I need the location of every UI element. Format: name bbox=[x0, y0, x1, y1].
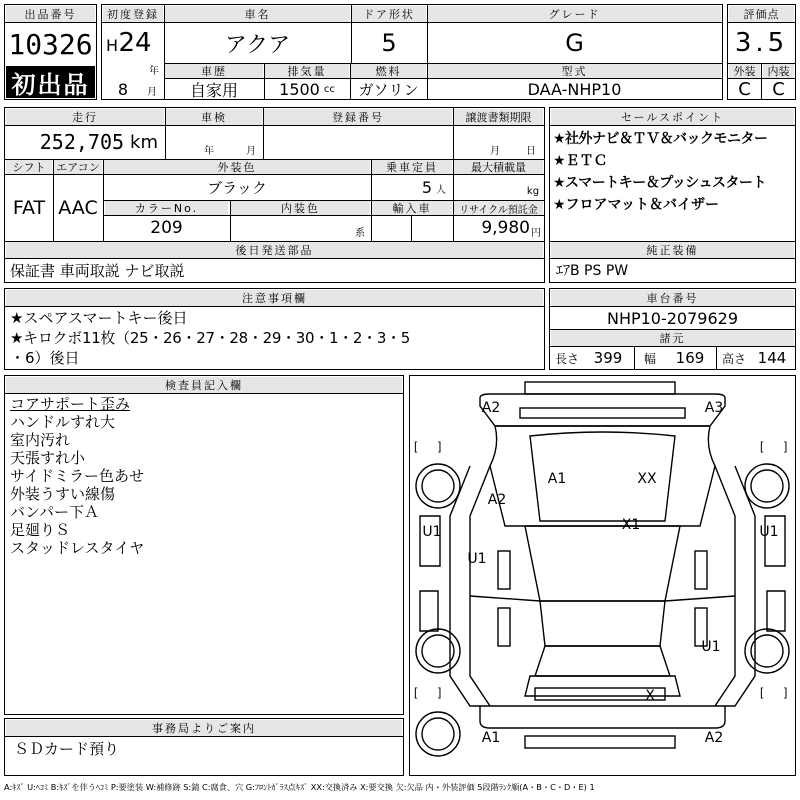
svg-text:]: ] bbox=[784, 439, 788, 453]
inspector-line: 天張すれ小 bbox=[10, 449, 86, 467]
interior-color-unit: 系 bbox=[355, 227, 365, 239]
inspector-line: バンパー下Ａ bbox=[10, 503, 99, 521]
mark-left-mirror: U1 bbox=[422, 524, 442, 540]
displacement-label: 排気量 bbox=[265, 64, 349, 78]
color-label: 外装色 bbox=[104, 160, 370, 174]
car-name: アクア bbox=[224, 32, 291, 58]
fuel-label: 燃料 bbox=[351, 64, 426, 78]
max-load-label: 最大積載量 bbox=[454, 160, 543, 174]
height: 144 bbox=[757, 349, 787, 367]
front-bumper-shape bbox=[525, 382, 675, 394]
rear-bumper-outline bbox=[480, 706, 725, 728]
inspector-line: 足廻りＳ bbox=[10, 521, 71, 539]
color: ブラック bbox=[207, 178, 267, 197]
mark-left-door: U1 bbox=[467, 551, 487, 567]
interior-grade: C bbox=[772, 78, 785, 100]
svg-text:[: [ bbox=[414, 685, 418, 699]
reg-month: 8 bbox=[117, 79, 129, 99]
mark-right-mirror: U1 bbox=[759, 524, 779, 540]
office-label: 事務局よりご案内 bbox=[6, 720, 402, 736]
height-label: 高さ bbox=[721, 351, 746, 366]
history-label: 車歴 bbox=[165, 64, 263, 78]
inspector-line: スタッドレスタイヤ bbox=[10, 539, 145, 557]
mileage-unit: km bbox=[130, 131, 158, 153]
chassis-number: NHP10-2079629 bbox=[606, 308, 739, 328]
inspection-label: 車検 bbox=[166, 109, 262, 125]
score: 3.5 bbox=[734, 28, 789, 58]
svg-text:]: ] bbox=[438, 439, 442, 453]
sales-points-list bbox=[553, 128, 795, 216]
later-parts-text: 保証書 車両取説 ナビ取説 bbox=[10, 261, 185, 280]
lot-number-label: 出品番号 bbox=[6, 6, 95, 22]
inspector-line: ハンドルすれ大 bbox=[10, 413, 116, 431]
recycle-unit: 円 bbox=[531, 227, 541, 239]
recycle-fee: 9,980 bbox=[481, 218, 530, 238]
mark-rear-glass: X bbox=[645, 688, 655, 704]
mark-rear-left-corner: A1 bbox=[481, 730, 501, 746]
length: 399 bbox=[593, 349, 623, 367]
sales-point-item: ★スマートキー＆プッシュスタート bbox=[553, 175, 767, 191]
later-parts-label: 後日発送部品 bbox=[6, 242, 543, 258]
door-label: ドア形状 bbox=[352, 6, 426, 22]
rear-glass-shape bbox=[535, 646, 670, 676]
standard-equipment-label: 純正装備 bbox=[551, 242, 794, 258]
displacement-value: 1500 bbox=[279, 79, 320, 99]
month-unit: 月 bbox=[147, 86, 157, 98]
import-label: 輸入車 bbox=[372, 201, 452, 215]
inspector-line: 室内汚れ bbox=[10, 431, 71, 449]
grade: G bbox=[565, 29, 584, 57]
notes-list bbox=[10, 308, 540, 368]
sales-point-item: ★ＥＴＣ bbox=[553, 153, 608, 169]
roof-shape bbox=[540, 601, 665, 646]
reg-era: H bbox=[105, 35, 119, 55]
sales-points-label: セールスポイント bbox=[551, 109, 794, 125]
mileage-value: 252,705 bbox=[39, 130, 125, 154]
capacity-label: 乗車定員 bbox=[372, 160, 452, 174]
sales-point-item: ★フロアマット＆バイザー bbox=[553, 197, 719, 213]
shift-label: シフト bbox=[6, 160, 52, 174]
front-bumper-outline bbox=[480, 394, 725, 426]
grade-label: グレード bbox=[428, 6, 721, 22]
mileage bbox=[6, 126, 164, 158]
mark-left-fender: A2 bbox=[487, 492, 507, 508]
max-load-unit: kg bbox=[526, 185, 540, 197]
windshield-shape bbox=[525, 526, 680, 601]
transfer-day-unit: 日 bbox=[526, 145, 536, 157]
mark-roof: X1 bbox=[621, 517, 641, 533]
model: DAA-NHP10 bbox=[527, 79, 622, 99]
plate-label: 登録番号 bbox=[264, 109, 452, 125]
model-label: 型式 bbox=[428, 64, 721, 78]
exterior-grade: C bbox=[738, 78, 751, 100]
hood-shape bbox=[490, 426, 715, 526]
mark-hood-right: XX bbox=[637, 471, 657, 487]
displacement-unit: cc bbox=[323, 83, 335, 95]
mark-hood-left: A1 bbox=[547, 471, 567, 487]
chassis-label: 車台番号 bbox=[551, 290, 794, 306]
note-line: ★キロクボ11枚（25・26・27・28・29・30・1・2・3・5 bbox=[10, 329, 411, 347]
sales-point-item: ★社外ナビ＆ＴＶ＆バックモニター bbox=[553, 131, 768, 147]
office-text: ＳＤカード預り bbox=[14, 739, 120, 758]
lot-number: 10326 bbox=[8, 27, 93, 61]
note-line: ★スペアスマートキー後日 bbox=[10, 309, 188, 327]
svg-text:[: [ bbox=[760, 439, 764, 453]
inspector-list bbox=[10, 395, 400, 557]
svg-text:[: [ bbox=[414, 439, 418, 453]
inspector-line: サイドミラー色あせ bbox=[10, 467, 144, 485]
mileage-label: 走行 bbox=[6, 109, 164, 125]
width-label: 幅 bbox=[643, 351, 656, 366]
inspector-line: 外装うすい線傷 bbox=[10, 485, 116, 503]
reg-year: 24 bbox=[118, 28, 152, 58]
width: 169 bbox=[675, 349, 705, 367]
exterior-grade-label: 外装 bbox=[729, 64, 760, 78]
mark-front-left-corner: A2 bbox=[481, 400, 501, 416]
interior-color-label: 内装色 bbox=[231, 201, 370, 215]
mark-front-right-corner: A3 bbox=[704, 400, 724, 416]
mark-right-rear-door: U1 bbox=[701, 639, 721, 655]
reg-label: 初度登録 bbox=[103, 6, 163, 22]
first-listing-badge: 初出品 bbox=[6, 66, 95, 98]
color-no-label: カラーNo. bbox=[105, 201, 228, 215]
history: 自家用 bbox=[189, 80, 238, 100]
aircon-label: エアコン bbox=[54, 160, 102, 174]
inspection-month-unit: 月 bbox=[246, 145, 256, 157]
score-label: 評価点 bbox=[729, 6, 794, 22]
mark-rear-right-corner: A2 bbox=[704, 730, 724, 746]
length-label: 長さ bbox=[554, 351, 579, 366]
shift: FAT bbox=[12, 196, 46, 219]
capacity-unit: 人 bbox=[436, 184, 446, 196]
inspector-line: コアサポート歪み bbox=[10, 395, 131, 413]
note-line: ・6）後日 bbox=[10, 349, 80, 367]
displacement bbox=[265, 79, 349, 99]
color-no: 209 bbox=[150, 218, 183, 238]
transfer-month-unit: 月 bbox=[490, 145, 500, 157]
inspection-year-unit: 年 bbox=[204, 145, 214, 157]
dims-label: 諸元 bbox=[551, 330, 794, 346]
aircon: AAC bbox=[58, 196, 98, 219]
standard-equipment-text: ｴｱB PS PW bbox=[556, 263, 629, 279]
car-diagram bbox=[410, 376, 795, 775]
interior-grade-label: 内装 bbox=[763, 64, 794, 78]
capacity: 5 bbox=[421, 177, 432, 197]
legend: A:ｷｽﾞ U:ﾍｺﾐ B:ｷｽﾞを伴うﾍｺﾐ P:要塗装 W:補修跡 S:錆 C:腐食、穴 G:ﾌﾛﾝﾄｶﾞﾗｽ点ｷｽﾞ XX:交換済み X:要交換 欠:欠品 内・外装評価 5段階ﾗﾝｸ順(A・B・C・D・E) 1 bbox=[4, 781, 595, 792]
recycle-label: リサイクル預託金 bbox=[454, 201, 543, 215]
car-name-label: 車名 bbox=[165, 6, 350, 22]
transfer-label: 譲渡書類期限 bbox=[454, 109, 543, 125]
doors: 5 bbox=[381, 29, 397, 57]
svg-text:]: ] bbox=[784, 685, 788, 699]
svg-text:[: [ bbox=[760, 685, 764, 699]
fuel: ガソリン bbox=[358, 80, 419, 99]
notes-label: 注意事項欄 bbox=[6, 290, 543, 306]
inspector-label: 検査員記入欄 bbox=[6, 377, 402, 393]
svg-text:]: ] bbox=[438, 685, 442, 699]
year-unit: 年 bbox=[149, 65, 159, 77]
